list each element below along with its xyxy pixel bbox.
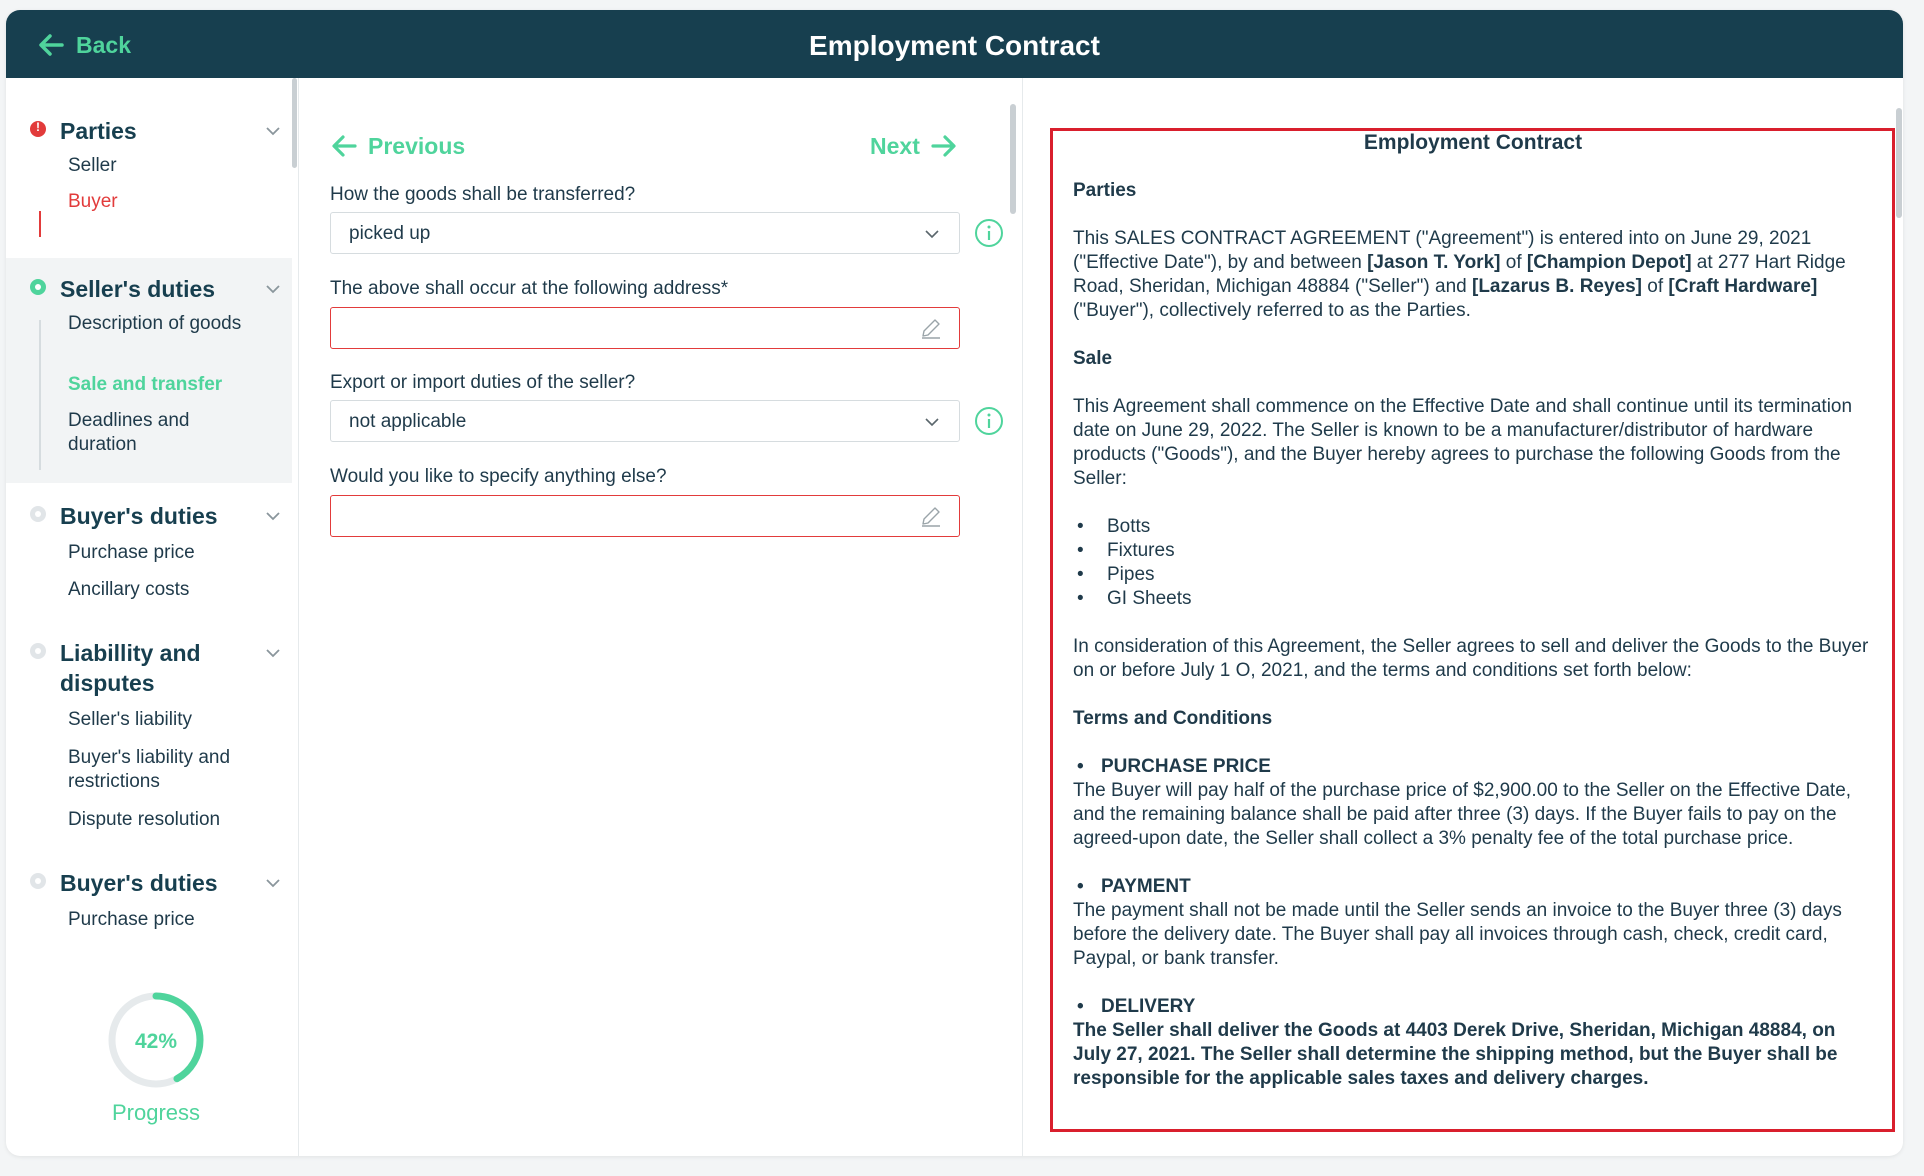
address-label: The above shall occur at the following address* xyxy=(330,278,729,299)
sidebar-section-sellers-duties xyxy=(6,258,292,483)
arrow-right-icon xyxy=(930,132,958,160)
sidebar-item-sale-and-transfer[interactable]: Sale and transfer xyxy=(68,374,223,395)
chevron-down-icon xyxy=(923,413,941,431)
sidebar-section-label: Buyer's duties xyxy=(60,870,218,896)
sidebar-section-label: Parties xyxy=(60,118,137,144)
sidebar-item-ancillary-costs[interactable]: Ancillary costs xyxy=(68,579,190,600)
pencil-icon xyxy=(919,317,943,341)
delivery-heading: • DELIVERY xyxy=(1073,995,1873,1019)
delivery-text: The Seller shall deliver the Goods at 4403 Derek Drive, Sheridan, Michigan 48884, on July 27, 2021. The Seller shall determine the shipping method, but the Buyer shall be responsible for the applicable sales taxes and delivery charges. xyxy=(1073,1020,1838,1089)
sidebar-section-liability-and-disputes xyxy=(6,638,292,838)
parties-heading: Parties xyxy=(1073,180,1137,201)
list-item: • GI Sheets xyxy=(1073,587,1873,611)
address-input[interactable] xyxy=(330,307,960,349)
app-window xyxy=(6,10,1903,1156)
page-title: Employment Contract xyxy=(809,30,1100,61)
sidebar-section-header[interactable] xyxy=(30,638,260,698)
chevron-down-icon[interactable] xyxy=(264,644,282,662)
payment-term xyxy=(1073,875,1873,971)
payment-heading: • PAYMENT xyxy=(1073,875,1873,899)
terms-heading: Terms and Conditions xyxy=(1073,708,1273,729)
done-status-icon xyxy=(30,279,46,295)
arrow-left-icon xyxy=(330,132,358,160)
progress-value: 42% xyxy=(134,1030,178,1053)
pending-status-icon xyxy=(30,506,46,522)
sidebar-section-buyers-duties xyxy=(6,493,292,613)
sidebar-item-purchase-price[interactable]: Purchase price xyxy=(68,542,195,563)
other-details-input[interactable] xyxy=(330,495,960,537)
next-label: Next xyxy=(870,132,920,159)
duties-value: not applicable xyxy=(349,411,467,432)
delivery-term xyxy=(1073,995,1873,1091)
sidebar-section-parties xyxy=(6,98,292,218)
payment-text: The payment shall not be made until the Seller sends an invoice to the Buyer three (3) days before the delivery date. The Buyer shall pay all invoices through cash, check, credit card, Paypal, or bank transfer. xyxy=(1073,900,1842,969)
transfer-method-label: How the goods shall be transferred? xyxy=(330,184,636,205)
other-details-label: Would you like to specify anything else? xyxy=(330,466,667,487)
sidebar-item-deadlines-and-duration[interactable]: Deadlines and duration xyxy=(68,410,190,455)
next-button[interactable] xyxy=(870,132,958,160)
sidebar-section-label: Liabillity and disputes xyxy=(60,640,201,696)
list-item: • Fixtures xyxy=(1073,539,1873,563)
previous-button[interactable] xyxy=(330,132,465,160)
chevron-down-icon xyxy=(923,225,941,243)
header-bar xyxy=(6,10,1903,78)
sidebar-item-purchase-price[interactable]: Purchase price xyxy=(68,909,195,930)
document-body xyxy=(1073,131,1873,1115)
chevron-down-icon[interactable] xyxy=(264,280,282,298)
sidebar xyxy=(6,78,299,1156)
duties-select[interactable] xyxy=(330,400,960,442)
consideration-paragraph: In consideration of this Agreement, the Seller agrees to sell and deliver the Goods to the Buyer on or before July 1 O, 2021, and the terms and conditions set forth below: xyxy=(1073,636,1869,681)
sidebar-section-buyers-duties-2 xyxy=(6,868,292,968)
form-scrollbar[interactable] xyxy=(1010,104,1016,214)
chevron-down-icon[interactable] xyxy=(264,507,282,525)
previous-label: Previous xyxy=(368,132,466,159)
sidebar-section-header[interactable] xyxy=(30,274,215,304)
sidebar-scrollbar[interactable] xyxy=(292,78,297,168)
transfer-method-select[interactable] xyxy=(330,212,960,254)
chevron-down-icon[interactable] xyxy=(264,122,282,140)
pencil-icon xyxy=(919,505,943,529)
document-highlight-frame xyxy=(1050,128,1895,1132)
back-label: Back xyxy=(76,31,131,58)
duties-label: Export or import duties of the seller? xyxy=(330,372,636,393)
list-item: • Botts xyxy=(1073,515,1873,539)
purchase-price-text: The Buyer will pay half of the purchase price of $2,900.00 to the Seller on the Effective Date, and the remaining balance shall be paid after three (3) days. If the Buyer fails to pay on the agreed-upon date, the Seller shall collect a 3% penalty fee of the total purchase price. xyxy=(1073,780,1852,849)
document-title: Employment Contract xyxy=(1363,131,1583,154)
purchase-price-term xyxy=(1073,755,1873,851)
list-item: • Pipes xyxy=(1073,563,1873,587)
preview-scrollbar[interactable] xyxy=(1896,108,1902,218)
active-item-marker xyxy=(39,211,41,237)
info-icon[interactable] xyxy=(974,218,1004,248)
sidebar-section-header[interactable] xyxy=(30,501,218,531)
sidebar-item-buyers-liability[interactable]: Buyer's liability and restrictions xyxy=(68,747,231,792)
transfer-method-value: picked up xyxy=(349,223,431,244)
parties-paragraph: This SALES CONTRACT AGREEMENT ("Agreement") is entered into on June 29, 2021 ("Effective Date"), by and between [Jason T. York] of [Champion Depot] at 277 Hart Ridge Road, Sheridan, Michigan 48884 ("Seller") and [Lazarus B. Reyes] of [Craft Hardware] ("Buyer"), collectively referred to as the Parties. xyxy=(1073,228,1846,321)
sidebar-item-description-of-goods[interactable]: Description of goods xyxy=(68,313,242,334)
goods-list xyxy=(1073,515,1873,611)
sidebar-section-label: Buyer's duties xyxy=(60,503,218,529)
sidebar-section-label: Seller's duties xyxy=(60,276,216,302)
progress-label: Progress xyxy=(111,1100,201,1125)
sidebar-section-header[interactable] xyxy=(30,868,218,898)
sale-paragraph: This Agreement shall commence on the Effective Date and shall continue until its termination date on June 29, 2022. The Seller is known to be a manufacturer/distributor of hardware products ("Goods"), and the Buyer hereby agrees to purchase the following Goods from the Seller: xyxy=(1073,396,1853,489)
sidebar-section-header[interactable] xyxy=(30,116,137,146)
info-icon[interactable] xyxy=(974,406,1004,436)
sidebar-item-seller[interactable]: Seller xyxy=(68,155,117,176)
chevron-down-icon[interactable] xyxy=(264,874,282,892)
error-status-icon xyxy=(30,121,46,137)
sidebar-item-sellers-liability[interactable]: Seller's liability xyxy=(68,709,193,730)
pending-status-icon xyxy=(30,643,46,659)
sale-heading: Sale xyxy=(1073,348,1113,369)
sidebar-item-dispute-resolution[interactable]: Dispute resolution xyxy=(68,809,221,830)
purchase-price-heading: • PURCHASE PRICE xyxy=(1073,755,1873,779)
form-panel xyxy=(300,78,1023,1156)
pending-status-icon xyxy=(30,873,46,889)
section-items-line xyxy=(39,320,41,470)
sidebar-item-buyer[interactable]: Buyer xyxy=(68,191,118,212)
